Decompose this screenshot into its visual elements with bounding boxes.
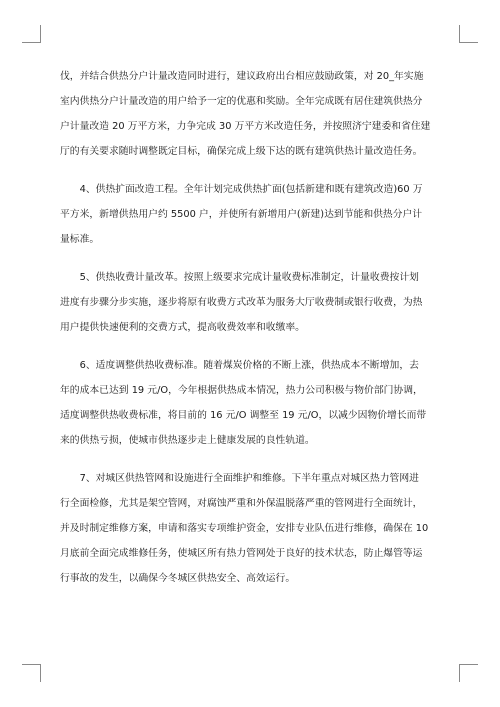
crop-mark-bottom-left-v [40,664,41,682]
text-line: 并及时制定维修方案，申请和落实专项维护资金，安排专业队伍进行维修，确保在 10 [60,523,429,534]
text-line: 月底前全面完成维修任务，使城区所有热力管网处于良好的技术状态，防止爆管等运 [60,548,423,559]
crop-mark-top-left-v [40,25,41,43]
paragraph-heat-metering [60,64,450,164]
text-line: 适度调整供热收费标准，将目前的 16 元/O 调整至 19 元/O，以减少因物价增长而带 [60,410,427,421]
crop-mark-top-right-h [459,42,478,43]
text-line: 4、供热扩面改造工程。全年计划完成供热扩面(包括新建和既有建筑改造)60 万 [79,184,423,195]
text-line: 行全面检修，尤其是架空管网，对腐蚀严重和外保温脱落严重的管网进行全面统计， [60,498,423,509]
text-line: 伐，并结合供热分户计量改造同时进行，建议政府出台相应鼓励政策，对 20_年实施 [60,71,424,82]
crop-mark-bottom-left-h [22,664,41,665]
text-line: 平方米，新增供热用户约 5500 户，并使所有新增用户(新建)达到节能和供热分户计 [60,209,423,220]
paragraph-pipe-maintenance [60,466,450,591]
paragraph-billing-reform [60,265,450,340]
text-line: 室内供热分户计量改造的用户给予一定的优惠和奖励。全年完成既有居住建筑供热分 [60,96,423,107]
crop-mark-bottom-right-v [459,664,460,682]
text-line: 量标准。 [60,234,100,245]
text-line: 进度有步骤分步实施，逐步将原有收费方式改革为服务大厅收费制或银行收费，为热 [60,297,423,308]
text-line: 行事故的发生，以确保今冬城区供热安全、高效运行。 [60,573,296,584]
paragraph-fee-adjustment [60,353,450,453]
crop-mark-bottom-right-h [459,664,478,665]
crop-mark-top-left-h [22,42,41,43]
text-line: 6、适度调整供热收费标准。随着煤炭价格的不断上涨，供热成本不断增加，去 [79,360,419,371]
text-line: 7、对城区供热管网和设施进行全面维护和维修。下半年重点对城区热力管网进 [79,473,419,484]
text-line: 来的供热亏损，使城市供热逐步走上健康发展的良性轨道。 [60,435,315,446]
paragraph-expansion [60,177,450,252]
crop-mark-top-right-v [459,25,460,43]
text-line: 户计量改造 20 万平方米，力争完成 30 万平方米改造任务，并按照济宁建委和省住建 [60,121,431,132]
document-body [60,64,450,591]
text-line: 厅的有关要求随时调整既定目标，确保完成上级下达的既有建筑供热计量改造任务。 [60,146,423,157]
text-line: 5、供热收费计量改革。按照上级要求完成计量收费标准制定，计量收费按计划 [79,272,419,283]
text-line: 用户提供快速便利的交费方式，提高收费效率和收缴率。 [60,322,305,333]
text-line: 年的成本已达到 19 元/O，今年根据供热成本情况，热力公司积极与物价部门协调， [60,385,423,396]
